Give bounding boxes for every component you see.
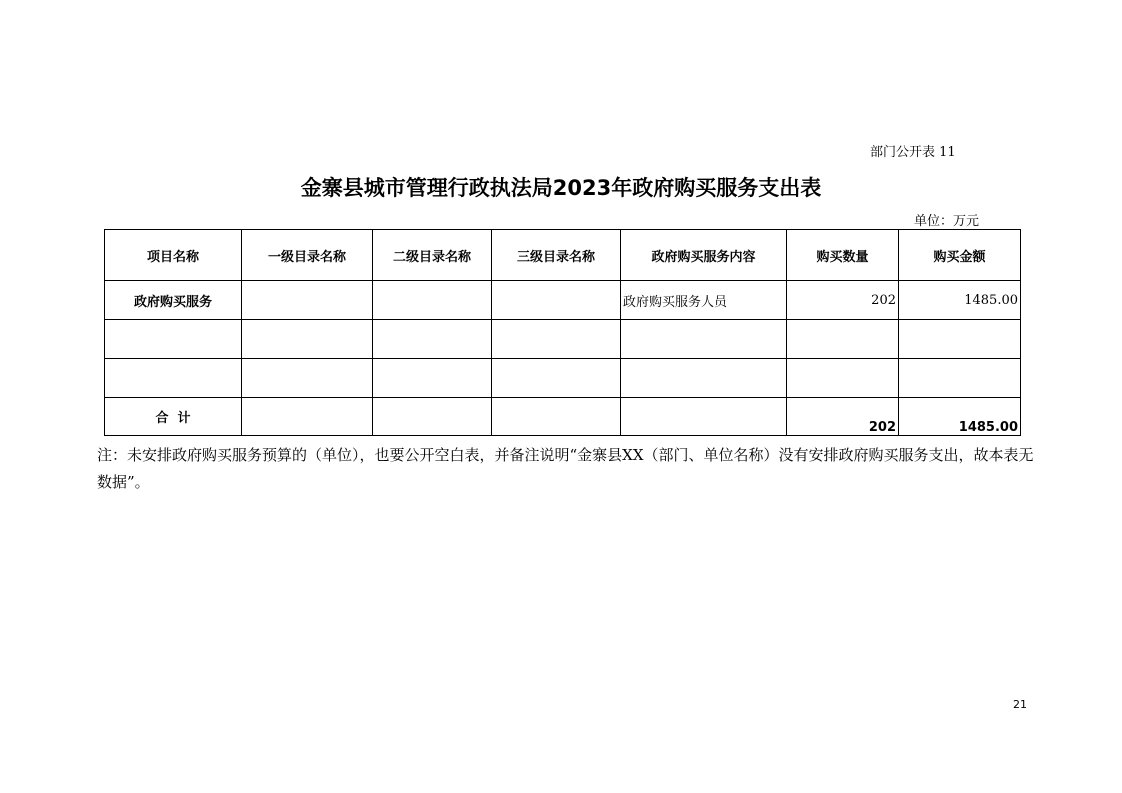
total-label: 合 计 xyxy=(105,398,242,436)
cell-level3-name xyxy=(492,281,621,320)
empty-cell xyxy=(899,359,1021,398)
empty-cell xyxy=(621,359,787,398)
empty-cell xyxy=(899,320,1021,359)
header-project-name: 项目名称 xyxy=(105,230,242,281)
cell-level2-name xyxy=(373,281,492,320)
empty-cell xyxy=(787,359,899,398)
unit-label: 单位：万元 xyxy=(914,214,980,229)
table-row xyxy=(105,281,1021,320)
cell-level1-name xyxy=(242,281,373,320)
header-quantity: 购买数量 xyxy=(787,230,899,281)
footnote: 注：未安排政府购买服务预算的（单位），也要公开空白表，并备注说明“金寨县XX（部门、单位名称）没有安排政府购买服务支出，故本表无数据”。 xyxy=(97,446,1034,491)
empty-cell xyxy=(373,320,492,359)
empty-cell xyxy=(492,359,621,398)
cell-project-name: 政府购买服务 xyxy=(105,281,242,320)
page-number: 21 xyxy=(1013,698,1027,711)
empty-cell xyxy=(242,398,373,436)
empty-cell xyxy=(492,398,621,436)
empty-cell xyxy=(105,359,242,398)
page-title: 金寨县城市管理行政执法局2023年政府购买服务支出表 xyxy=(300,176,822,200)
empty-cell xyxy=(492,320,621,359)
header-level2-name: 二级目录名称 xyxy=(373,230,492,281)
cell-service-content: 政府购买服务人员 xyxy=(621,281,787,320)
empty-cell xyxy=(242,359,373,398)
cell-quantity: 202 xyxy=(787,281,899,320)
table-code: 部门公开表 11 xyxy=(870,145,956,160)
header-service-content: 政府购买服务内容 xyxy=(621,230,787,281)
empty-cell xyxy=(621,398,787,436)
cell-amount: 1485.00 xyxy=(899,281,1021,320)
purchase-services-table xyxy=(104,229,1021,436)
empty-cell xyxy=(242,320,373,359)
empty-cell xyxy=(373,398,492,436)
empty-cell xyxy=(787,320,899,359)
total-row xyxy=(105,398,1021,436)
total-amount: 1485.00 xyxy=(899,398,1021,436)
total-quantity: 202 xyxy=(787,398,899,436)
header-amount: 购买金额 xyxy=(899,230,1021,281)
empty-cell xyxy=(621,320,787,359)
empty-cell xyxy=(373,359,492,398)
header-level1-name: 一级目录名称 xyxy=(242,230,373,281)
table-row-empty xyxy=(105,320,1021,359)
header-row xyxy=(105,230,1021,281)
table-row-empty xyxy=(105,359,1021,398)
empty-cell xyxy=(105,320,242,359)
header-level3-name: 三级目录名称 xyxy=(492,230,621,281)
